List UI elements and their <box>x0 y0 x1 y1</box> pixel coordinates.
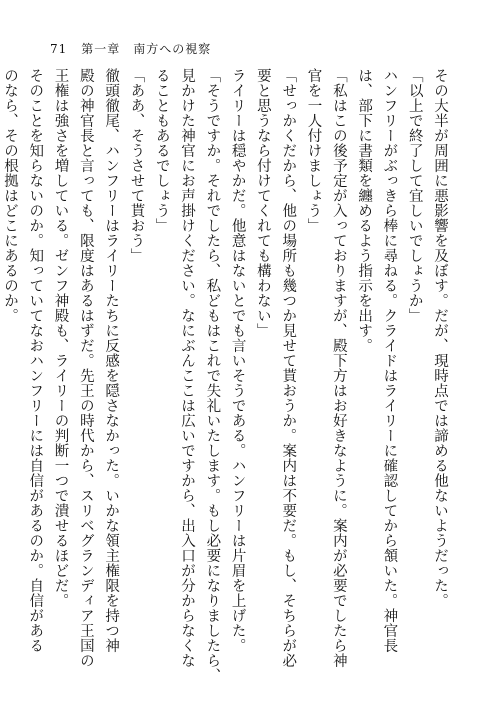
text-line: 徹頭徹尾、ハンフリーはライリーたちに反感を隠さなかった。いかな領主権限を持つ神 <box>103 68 120 653</box>
text-line: 見かけた神官にお声掛けください。なにぶんここは広いですから、出入口が分からなくな <box>179 68 196 668</box>
text-line: 要と思うなら付けてくれても構わない」 <box>254 68 271 338</box>
text-line: 王権は強さを増している。ゼンフ神殿も、ライリーの判断一つで潰せるほどだ。 <box>52 68 69 608</box>
text-line: 官を一人付けましょう」 <box>305 68 322 233</box>
text-line: 殿の神官長と言っても、限度はあるはずだ。先王の時代から、スリベグランディア王国の <box>77 68 94 668</box>
text-line: 「私はこの後予定が入っておりますが、殿下方はお好きなように。案内が必要でしたら神 <box>330 68 347 668</box>
vertical-body-text <box>0 68 452 683</box>
text-line: 「そうですか。それでしたら、私どもはこれで失礼いたします。もし必要になりましたら、 <box>204 68 221 683</box>
text-line: 「ああ、そうさせて貰おう」 <box>128 68 145 263</box>
text-line: 「せっかくだから、他の場所も幾つか見せて貰おうか。案内は不要だ。もし、そちらが必 <box>280 68 297 668</box>
text-line: は、部下に書類を纏めるよう指示を出す。 <box>356 68 373 353</box>
running-header <box>50 40 211 57</box>
text-line: 「以上で終了して宜しいでしょうか」 <box>406 68 423 323</box>
chapter-title: 第一章 南方への視察 <box>81 42 212 56</box>
text-line: そのことを知らないのか。知っていてなおハンフリーには自信があるのか。自信がある <box>27 68 44 653</box>
text-line: のなら、その根拠はどこにあるのか。 <box>1 68 18 323</box>
page-number: 71 <box>50 42 68 56</box>
text-line: ライリーは穏やかだ。他意はないとでも言いそうである。ハンフリーは片眉を上げた。 <box>229 68 246 653</box>
text-line: ることもあるでしょう」 <box>153 68 170 233</box>
text-line: ハンフリーがぶっきら棒に尋ねる。クライドはライリーに確認してから頷いた。神官長 <box>381 68 398 653</box>
text-line: その大半が周囲に悪影響を及ぼす。だが、現時点では諦める他ないようだった。 <box>432 68 448 608</box>
